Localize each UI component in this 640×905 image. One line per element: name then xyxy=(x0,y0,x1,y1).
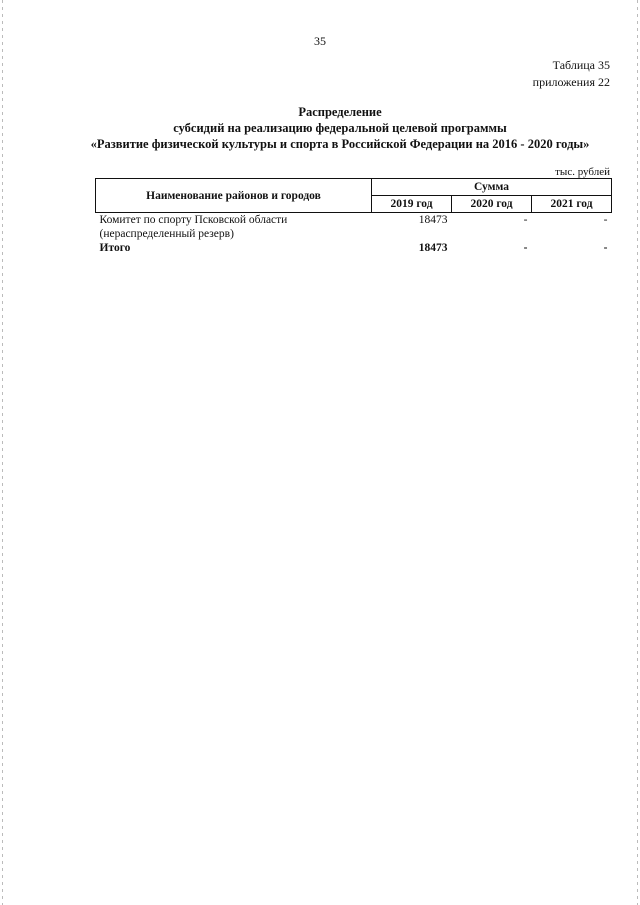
table-reference-number: Таблица 35 xyxy=(552,58,610,72)
page-number: 35 xyxy=(314,34,326,48)
scan-edge-left xyxy=(2,0,3,905)
row-name xyxy=(96,213,372,242)
document-title xyxy=(60,104,620,152)
title-line-2: субсидий на реализацию федеральной целевой программы xyxy=(173,121,507,135)
header-sum-column: Сумма xyxy=(372,179,612,196)
total-row xyxy=(96,241,612,255)
row-name-line-2: (нераспределенный резерв) xyxy=(99,228,234,240)
table-row xyxy=(96,213,612,242)
units-label: тыс. рублей xyxy=(555,166,610,178)
title-line-3: «Развитие физической культуры и спорта в Российской Федерации на 2016 - 2020 годы» xyxy=(90,137,590,151)
header-year-2020: 2020 год xyxy=(452,196,532,213)
header-year-2019: 2019 год xyxy=(372,196,452,213)
scan-edge-right xyxy=(637,0,638,905)
row-value-2020: - xyxy=(523,214,528,226)
total-value-2020: - xyxy=(523,242,528,254)
distribution-table xyxy=(95,178,612,255)
row-value-2019: 18473 xyxy=(418,214,448,226)
total-label: Итого xyxy=(99,242,131,254)
header-year-2021: 2021 год xyxy=(532,196,612,213)
row-name-line-1: Комитет по спорту Псковской области xyxy=(99,214,288,226)
row-value-2021: - xyxy=(603,214,608,226)
header-row-1 xyxy=(96,179,612,196)
title-line-1: Распределение xyxy=(298,105,382,119)
total-value-2019: 18473 xyxy=(418,242,448,254)
header-name-column: Наименование районов и городов xyxy=(96,179,372,213)
total-value-2021: - xyxy=(603,242,608,254)
appendix-reference: приложения 22 xyxy=(532,75,610,89)
